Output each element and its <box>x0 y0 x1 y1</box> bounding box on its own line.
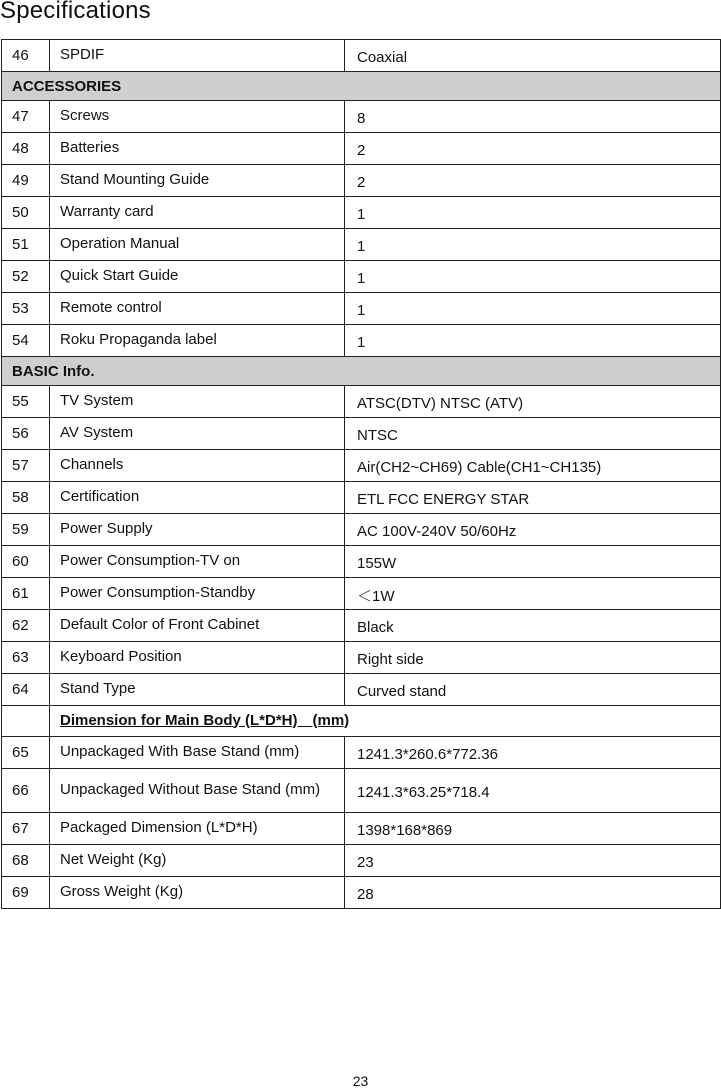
empty-cell <box>2 706 50 737</box>
table-row <box>2 482 721 514</box>
spec-item: Default Color of Front Cabinet <box>50 610 345 642</box>
spec-value: 1241.3*63.25*718.4 <box>345 769 721 813</box>
row-number: 59 <box>2 514 50 546</box>
spec-item: Gross Weight (Kg) <box>50 877 345 909</box>
spec-item: Screws <box>50 101 345 133</box>
spec-item: Packaged Dimension (L*D*H) <box>50 813 345 845</box>
table-row <box>2 133 721 165</box>
row-number: 56 <box>2 418 50 450</box>
row-number: 55 <box>2 386 50 418</box>
section-header-accessories <box>2 72 721 101</box>
spec-value: 155W <box>345 546 721 578</box>
row-number: 51 <box>2 229 50 261</box>
spec-item: Channels <box>50 450 345 482</box>
spec-value: 1241.3*260.6*772.36 <box>345 737 721 769</box>
row-number: 65 <box>2 737 50 769</box>
table-row <box>2 546 721 578</box>
table-row <box>2 845 721 877</box>
table-row <box>2 578 721 610</box>
row-number: 69 <box>2 877 50 909</box>
spec-item: Unpackaged With Base Stand (mm) <box>50 737 345 769</box>
spec-item: Net Weight (Kg) <box>50 845 345 877</box>
spec-item: SPDIF <box>50 40 345 72</box>
row-number: 52 <box>2 261 50 293</box>
row-number: 62 <box>2 610 50 642</box>
table-row <box>2 450 721 482</box>
row-number: 58 <box>2 482 50 514</box>
spec-item: Unpackaged Without Base Stand (mm) <box>50 769 345 813</box>
row-number: 53 <box>2 293 50 325</box>
spec-value: Right side <box>345 642 721 674</box>
page-title: Specifications <box>0 0 151 24</box>
page-number: 23 <box>352 1073 369 1089</box>
section-header-basic-info <box>2 357 721 386</box>
row-number: 64 <box>2 674 50 706</box>
row-number: 46 <box>2 40 50 72</box>
spec-value: 1 <box>345 229 721 261</box>
table-row <box>2 101 721 133</box>
table-row <box>2 769 721 813</box>
table-row <box>2 40 721 72</box>
spec-value: 1 <box>345 325 721 357</box>
row-number: 63 <box>2 642 50 674</box>
spec-item: Stand Type <box>50 674 345 706</box>
spec-item: Operation Manual <box>50 229 345 261</box>
table-row <box>2 877 721 909</box>
row-number: 48 <box>2 133 50 165</box>
row-number: 61 <box>2 578 50 610</box>
spec-value: Coaxial <box>345 40 721 72</box>
row-number: 54 <box>2 325 50 357</box>
row-number: 47 <box>2 101 50 133</box>
spec-value: ETL FCC ENERGY STAR <box>345 482 721 514</box>
spec-value: 28 <box>345 877 721 909</box>
table-row <box>2 674 721 706</box>
table-row <box>2 325 721 357</box>
spec-item: Keyboard Position <box>50 642 345 674</box>
table-row <box>2 386 721 418</box>
spec-value: 8 <box>345 101 721 133</box>
spec-item: Power Consumption-Standby <box>50 578 345 610</box>
table-row <box>2 418 721 450</box>
row-number: 60 <box>2 546 50 578</box>
spec-value: NTSC <box>345 418 721 450</box>
spec-value: ＜1W <box>345 578 721 610</box>
spec-value: 1 <box>345 197 721 229</box>
row-number: 49 <box>2 165 50 197</box>
spec-item: Stand Mounting Guide <box>50 165 345 197</box>
spec-value: 1398*168*869 <box>345 813 721 845</box>
specifications-table <box>1 39 721 909</box>
table-row <box>2 229 721 261</box>
spec-item: Power Consumption-TV on <box>50 546 345 578</box>
table-row <box>2 610 721 642</box>
row-number: 68 <box>2 845 50 877</box>
row-number: 50 <box>2 197 50 229</box>
spec-item: TV System <box>50 386 345 418</box>
spec-value: 1 <box>345 261 721 293</box>
dimension-heading-row <box>2 706 721 737</box>
spec-value: 1 <box>345 293 721 325</box>
table-row <box>2 165 721 197</box>
table-row <box>2 197 721 229</box>
table-row <box>2 293 721 325</box>
spec-value: 2 <box>345 165 721 197</box>
spec-value: Curved stand <box>345 674 721 706</box>
row-number: 57 <box>2 450 50 482</box>
spec-item: Remote control <box>50 293 345 325</box>
dimension-heading: Dimension for Main Body (L*D*H) (mm) <box>50 706 721 737</box>
spec-value: AC 100V-240V 50/60Hz <box>345 514 721 546</box>
spec-item: Power Supply <box>50 514 345 546</box>
row-number: 66 <box>2 769 50 813</box>
spec-value: 23 <box>345 845 721 877</box>
table-row <box>2 261 721 293</box>
spec-item: Certification <box>50 482 345 514</box>
spec-value: 2 <box>345 133 721 165</box>
table-row <box>2 642 721 674</box>
spec-item: Batteries <box>50 133 345 165</box>
table-row <box>2 514 721 546</box>
spec-value: Black <box>345 610 721 642</box>
spec-value: ATSC(DTV) NTSC (ATV) <box>345 386 721 418</box>
row-number: 67 <box>2 813 50 845</box>
spec-value: Air(CH2~CH69) Cable(CH1~CH135) <box>345 450 721 482</box>
spec-item: AV System <box>50 418 345 450</box>
spec-item: Quick Start Guide <box>50 261 345 293</box>
section-title: ACCESSORIES <box>2 72 721 101</box>
spec-item: Roku Propaganda label <box>50 325 345 357</box>
table-row <box>2 813 721 845</box>
table-row <box>2 737 721 769</box>
spec-item: Warranty card <box>50 197 345 229</box>
section-title: BASIC Info. <box>2 357 721 386</box>
